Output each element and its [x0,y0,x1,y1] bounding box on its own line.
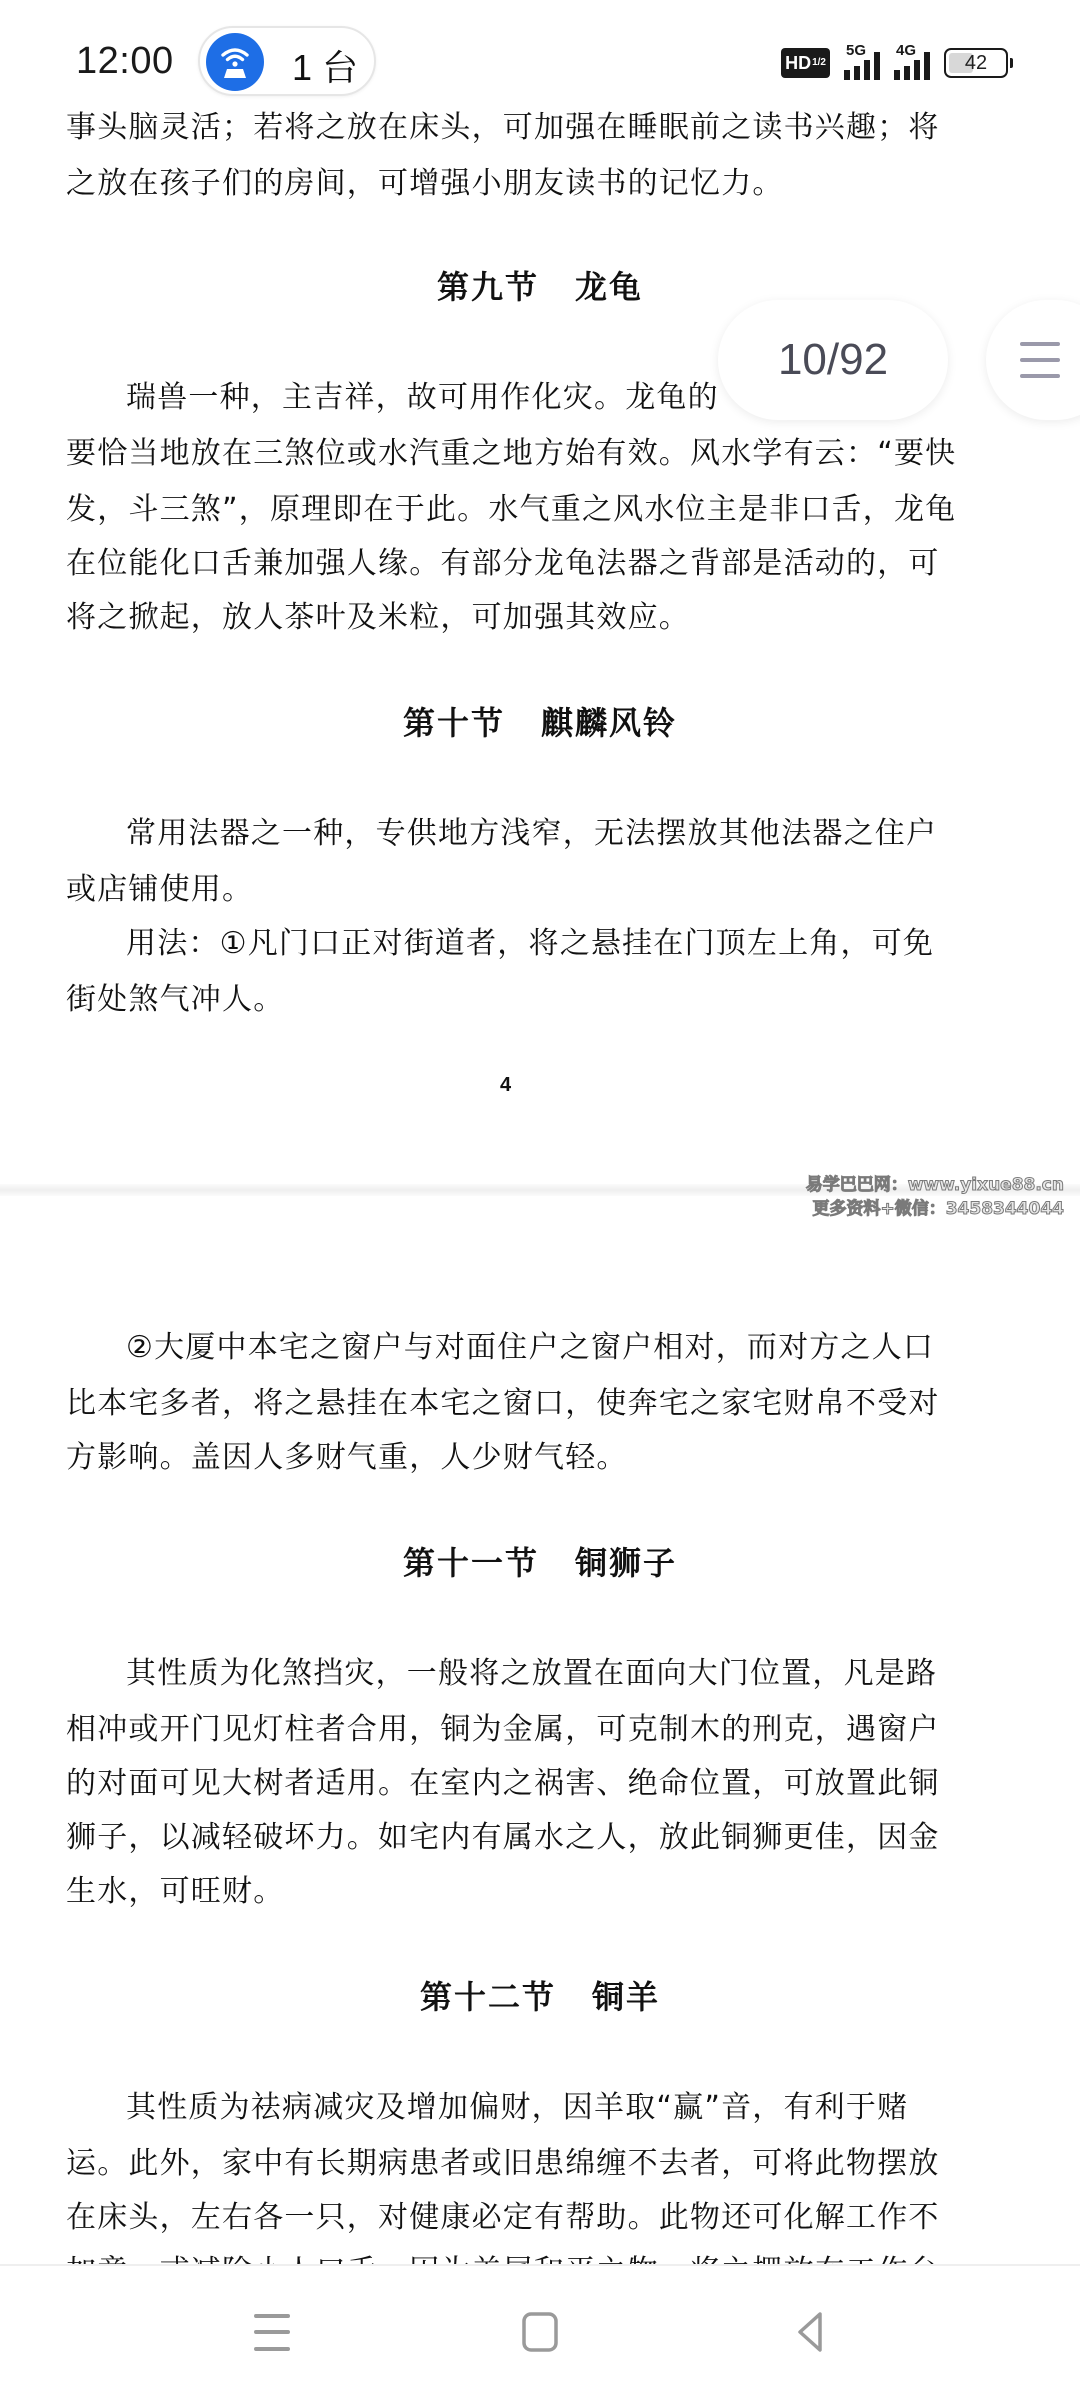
text-line: 发，斗三煞”，原理即在于此。水气重之风水位主是非口舌，龙龟 [66,492,957,527]
system-nav-bar [0,2264,1080,2400]
watermark-line: 易学巴巴网：www.yixue88.cn [805,1175,1064,1195]
recent-apps-icon [212,2266,332,2400]
section-title: 铜羊 [592,1978,661,2016]
battery-icon [944,48,1008,78]
status-icons [781,42,1008,80]
clock: 12:00 [76,40,174,82]
text-line: 狮子，以减轻破坏力。如宅内有属水之人，放此铜狮更佳，因金 [66,1820,940,1855]
signal-4g-icon: 4G [894,46,930,80]
section-number: 第十一节 [402,1544,539,1582]
text-line: 用法：①凡门口正对街道者，将之悬挂在门顶左上角，可免 [126,926,935,961]
text-line: 运。此外，家中有长期病患者或旧患绵缠不去者，可将此物摆放 [66,2146,940,2181]
text-line: 比本宅多者，将之悬挂在本宅之窗口，使奔宅之家宅财帛不受对 [66,1386,940,1421]
text-line: 或店铺使用。 [66,872,254,907]
home-icon [480,2266,600,2400]
section-heading [0,1972,1080,2018]
section-title: 麒麟风铃 [541,704,678,742]
watermark-line: 更多资料+微信：3458344044 [812,1199,1064,1219]
text-line: 要恰当地放在三煞位或水汽重之地方始有效。风水学有云：“要快 [66,436,957,471]
section-heading [0,698,1080,744]
text-line: 常用法器之一种，专供地方浅窄，无法摆放其他法器之住户 [126,816,938,851]
text-line: 事头脑灵活；若将之放在床头，可加强在睡眠前之读书兴趣；将 [66,110,940,145]
text-line: 在床头，左右各一只，对健康必定有帮助。此物还可化解工作不 [66,2200,940,2235]
section-heading [0,262,1080,308]
section-heading [0,1538,1080,1584]
page-number: 4 [500,1074,512,1096]
hotspot-device-count: 1 台 [292,47,359,88]
text-line: ②大厦中本宅之窗户与对面住户之窗户相对，而对方之人口 [126,1330,935,1365]
page-indicator[interactable]: 10/92 [718,300,948,420]
back-icon [746,2266,866,2400]
text-line: 瑞兽一种，主吉祥，故可用作化灾。龙龟的 [126,380,719,415]
text-line: 的对面可见大树者适用。在室内之祸害、绝命位置，可放置此铜 [66,1766,940,1801]
hamburger-menu-icon [1020,342,1060,346]
home-button[interactable] [480,2266,600,2400]
hd-voice-icon: HD 1/2 [781,48,830,78]
section-number: 第十节 [402,704,505,742]
status-bar [0,0,1080,110]
section-number: 第十二节 [419,1978,556,2016]
text-line: 街处煞气冲人。 [66,982,285,1017]
section-number: 第九节 [436,268,539,306]
watermark [806,1173,1064,1221]
text-line: 其性质为化煞挡灾，一般将之放置在面向大门位置，凡是路 [126,1656,938,1691]
text-line: 在位能化口舌兼加强人缘。有部分龙龟法器之背部是活动的，可 [66,546,940,581]
text-line: 将之掀起，放人茶叶及米粒，可加强其效应。 [66,600,690,635]
hotspot-router-icon [206,33,264,91]
text-line: 之放在孩子们的房间，可增强小朋友读书的记忆力。 [66,166,784,201]
text-line: 其性质为祛病减灾及增加偏财，因羊取“赢”音，有利于赌 [126,2090,909,2125]
recent-apps-button[interactable] [212,2266,332,2400]
section-title: 龙龟 [575,268,644,306]
text-line: 相冲或开门见灯柱者合用，铜为金属，可克制木的刑克，遇窗户 [66,1712,940,1747]
signal-5g-icon: 5G [844,46,880,80]
text-line: 生水，可旺财。 [66,1874,285,1909]
hotspot-indicator[interactable] [198,26,376,96]
back-button[interactable] [746,2266,866,2400]
section-title: 铜狮子 [575,1544,678,1582]
battery-level: 42 [964,51,988,74]
text-line: 方影响。盖因人多财气重，人少财气轻。 [66,1440,628,1475]
